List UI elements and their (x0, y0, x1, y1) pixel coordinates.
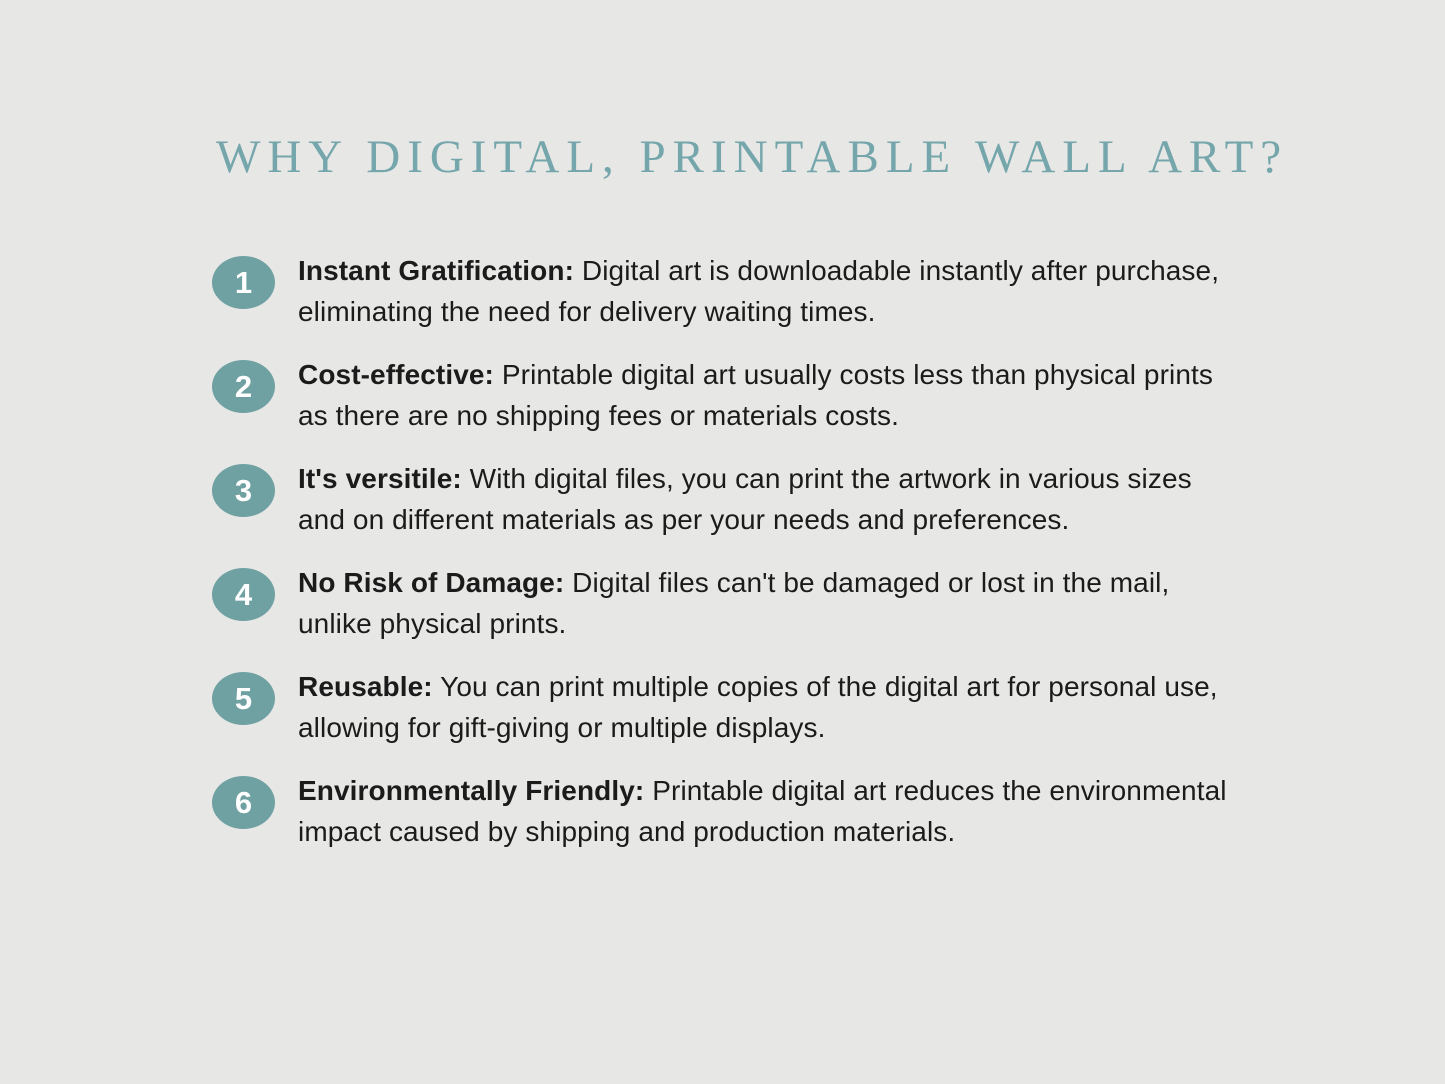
item-description: With digital files, you can print the artwork in various sizes and on different materials as per your needs and preferences. (298, 463, 1192, 535)
badge-number: 6 (234, 784, 253, 820)
item-label: Instant Gratification: (298, 255, 574, 286)
list-item (212, 354, 1242, 436)
item-description: Printable digital art reduces the environmental impact caused by shipping and production materials. (298, 775, 1227, 847)
item-description: Printable digital art usually costs less than physical prints as there are no shipping fees or materials costs. (298, 359, 1213, 431)
item-description: You can print multiple copies of the digital art for personal use, allowing for gift-giving or multiple displays. (298, 671, 1218, 743)
item-description: Digital art is downloadable instantly after purchase, eliminating the need for delivery waiting times. (298, 255, 1220, 327)
item-text (298, 666, 1228, 748)
item-label: Reusable: (298, 671, 433, 702)
list-item (212, 250, 1242, 332)
benefit-list (212, 250, 1242, 852)
item-label: No Risk of Damage: (298, 567, 565, 598)
item-label: Cost-effective: (298, 359, 494, 390)
number-badge (212, 568, 275, 621)
item-description: Digital files can't be damaged or lost in the mail, unlike physical prints. (298, 567, 1170, 639)
list-item (212, 666, 1242, 748)
badge-number: 5 (234, 680, 253, 716)
number-badge (212, 360, 275, 413)
number-badge (212, 464, 275, 517)
list-item (212, 562, 1242, 644)
badge-number: 3 (234, 472, 253, 508)
item-label: It's versitile: (298, 463, 462, 494)
item-text (298, 250, 1228, 332)
item-label: Environmentally Friendly: (298, 775, 645, 806)
item-text (298, 770, 1228, 852)
item-text (298, 354, 1228, 436)
number-badge (212, 776, 275, 829)
number-badge (212, 672, 275, 725)
list-item (212, 458, 1242, 540)
item-text (298, 562, 1228, 644)
page-title: WHY DIGITAL, PRINTABLE WALL ART? (216, 131, 1289, 183)
item-text (298, 458, 1228, 540)
badge-number: 1 (234, 264, 253, 300)
badge-number: 2 (234, 368, 253, 404)
list-item (212, 770, 1242, 852)
number-badge (212, 256, 275, 309)
badge-number: 4 (234, 576, 253, 612)
